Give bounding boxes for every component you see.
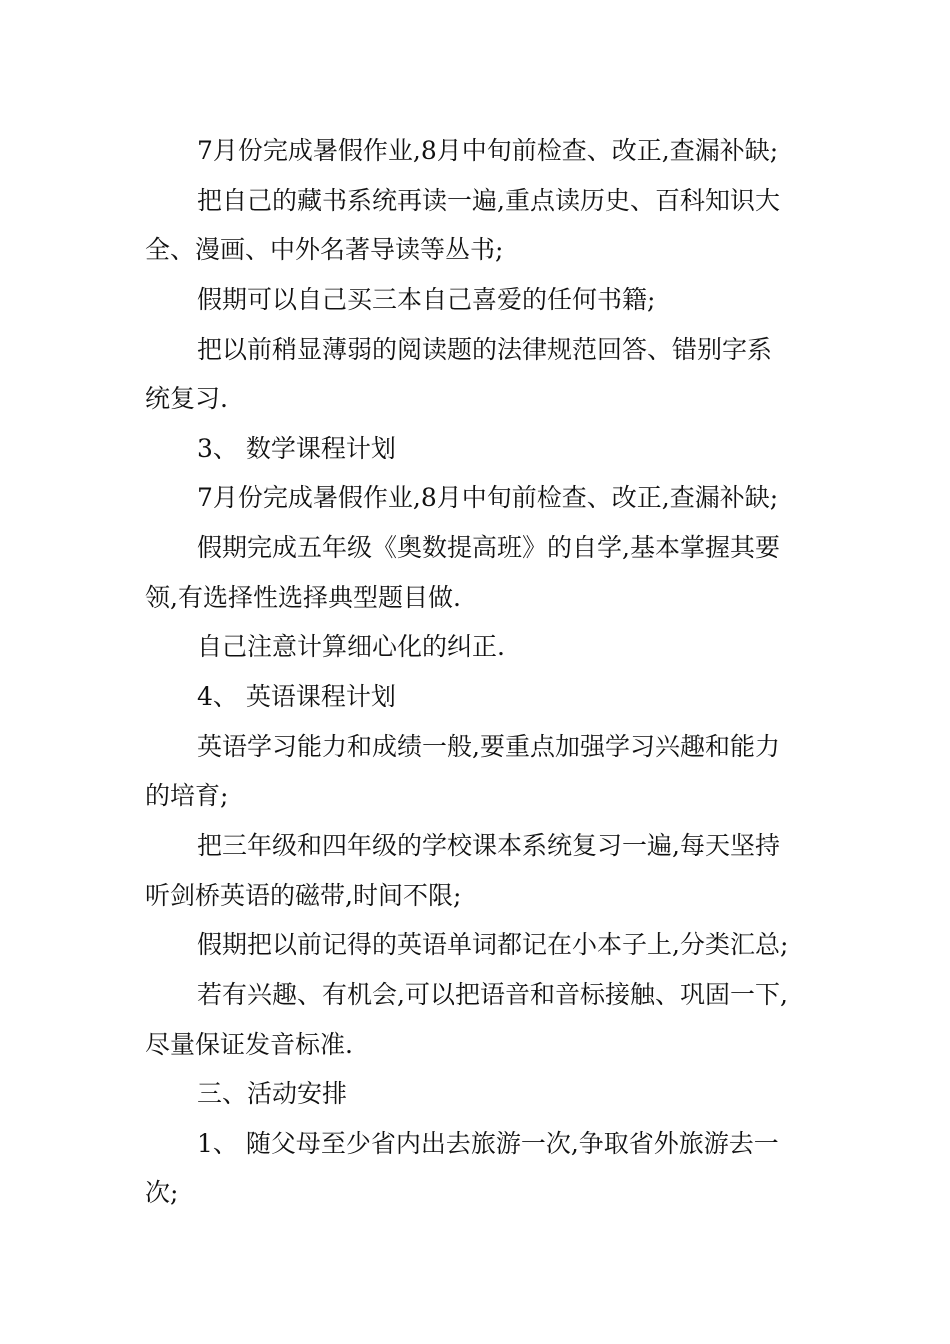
text-line: 假期完成五年级《奥数提高班》的自学,基本掌握其要 (197, 533, 780, 563)
text-line: 听剑桥英语的磁带,时间不限; (145, 880, 462, 910)
text-line: 的培育; (145, 781, 229, 811)
section-heading-english: 4、 英语课程计划 (197, 682, 396, 712)
text-line: 假期可以自己买三本自己喜爱的任何书籍; (197, 284, 656, 314)
text-line: 尽量保证发音标准. (145, 1029, 353, 1059)
section-heading-math: 3、 数学课程计划 (197, 433, 396, 463)
text-line: 自己注意计算细心化的纠正. (197, 632, 505, 662)
text-line: 把三年级和四年级的学校课本系统复习一遍,每天坚持 (197, 830, 780, 860)
section-heading-activities: 三、活动安排 (197, 1079, 348, 1109)
document-body (145, 126, 815, 1218)
text-line: 把自己的藏书系统再读一遍,重点读历史、百科知识大 (197, 185, 780, 215)
text-line: 把以前稍显薄弱的阅读题的法律规范回答、错别字系 (197, 334, 773, 364)
text-line: 1、 随父母至少省内出去旅游一次,争取省外旅游去一 (197, 1128, 779, 1158)
text-line: 全、漫画、中外名著导读等丛书; (145, 235, 504, 265)
text-line: 次; (145, 1178, 179, 1208)
text-line: 7月份完成暑假作业,8月中旬前检查、改正,查漏补缺; (197, 136, 779, 165)
text-line: 假期把以前记得的英语单词都记在小本子上,分类汇总; (197, 930, 789, 960)
text-line: 领,有选择性选择典型题目做. (145, 582, 461, 612)
text-line: 统复习. (145, 384, 228, 414)
text-line: 7月份完成暑假作业,8月中旬前检查、改正,查漏补缺; (197, 483, 779, 513)
text-line: 若有兴趣、有机会,可以把语音和音标接触、巩固一下, (197, 979, 788, 1009)
text-line: 英语学习能力和成绩一般,要重点加强学习兴趣和能力 (197, 731, 780, 761)
